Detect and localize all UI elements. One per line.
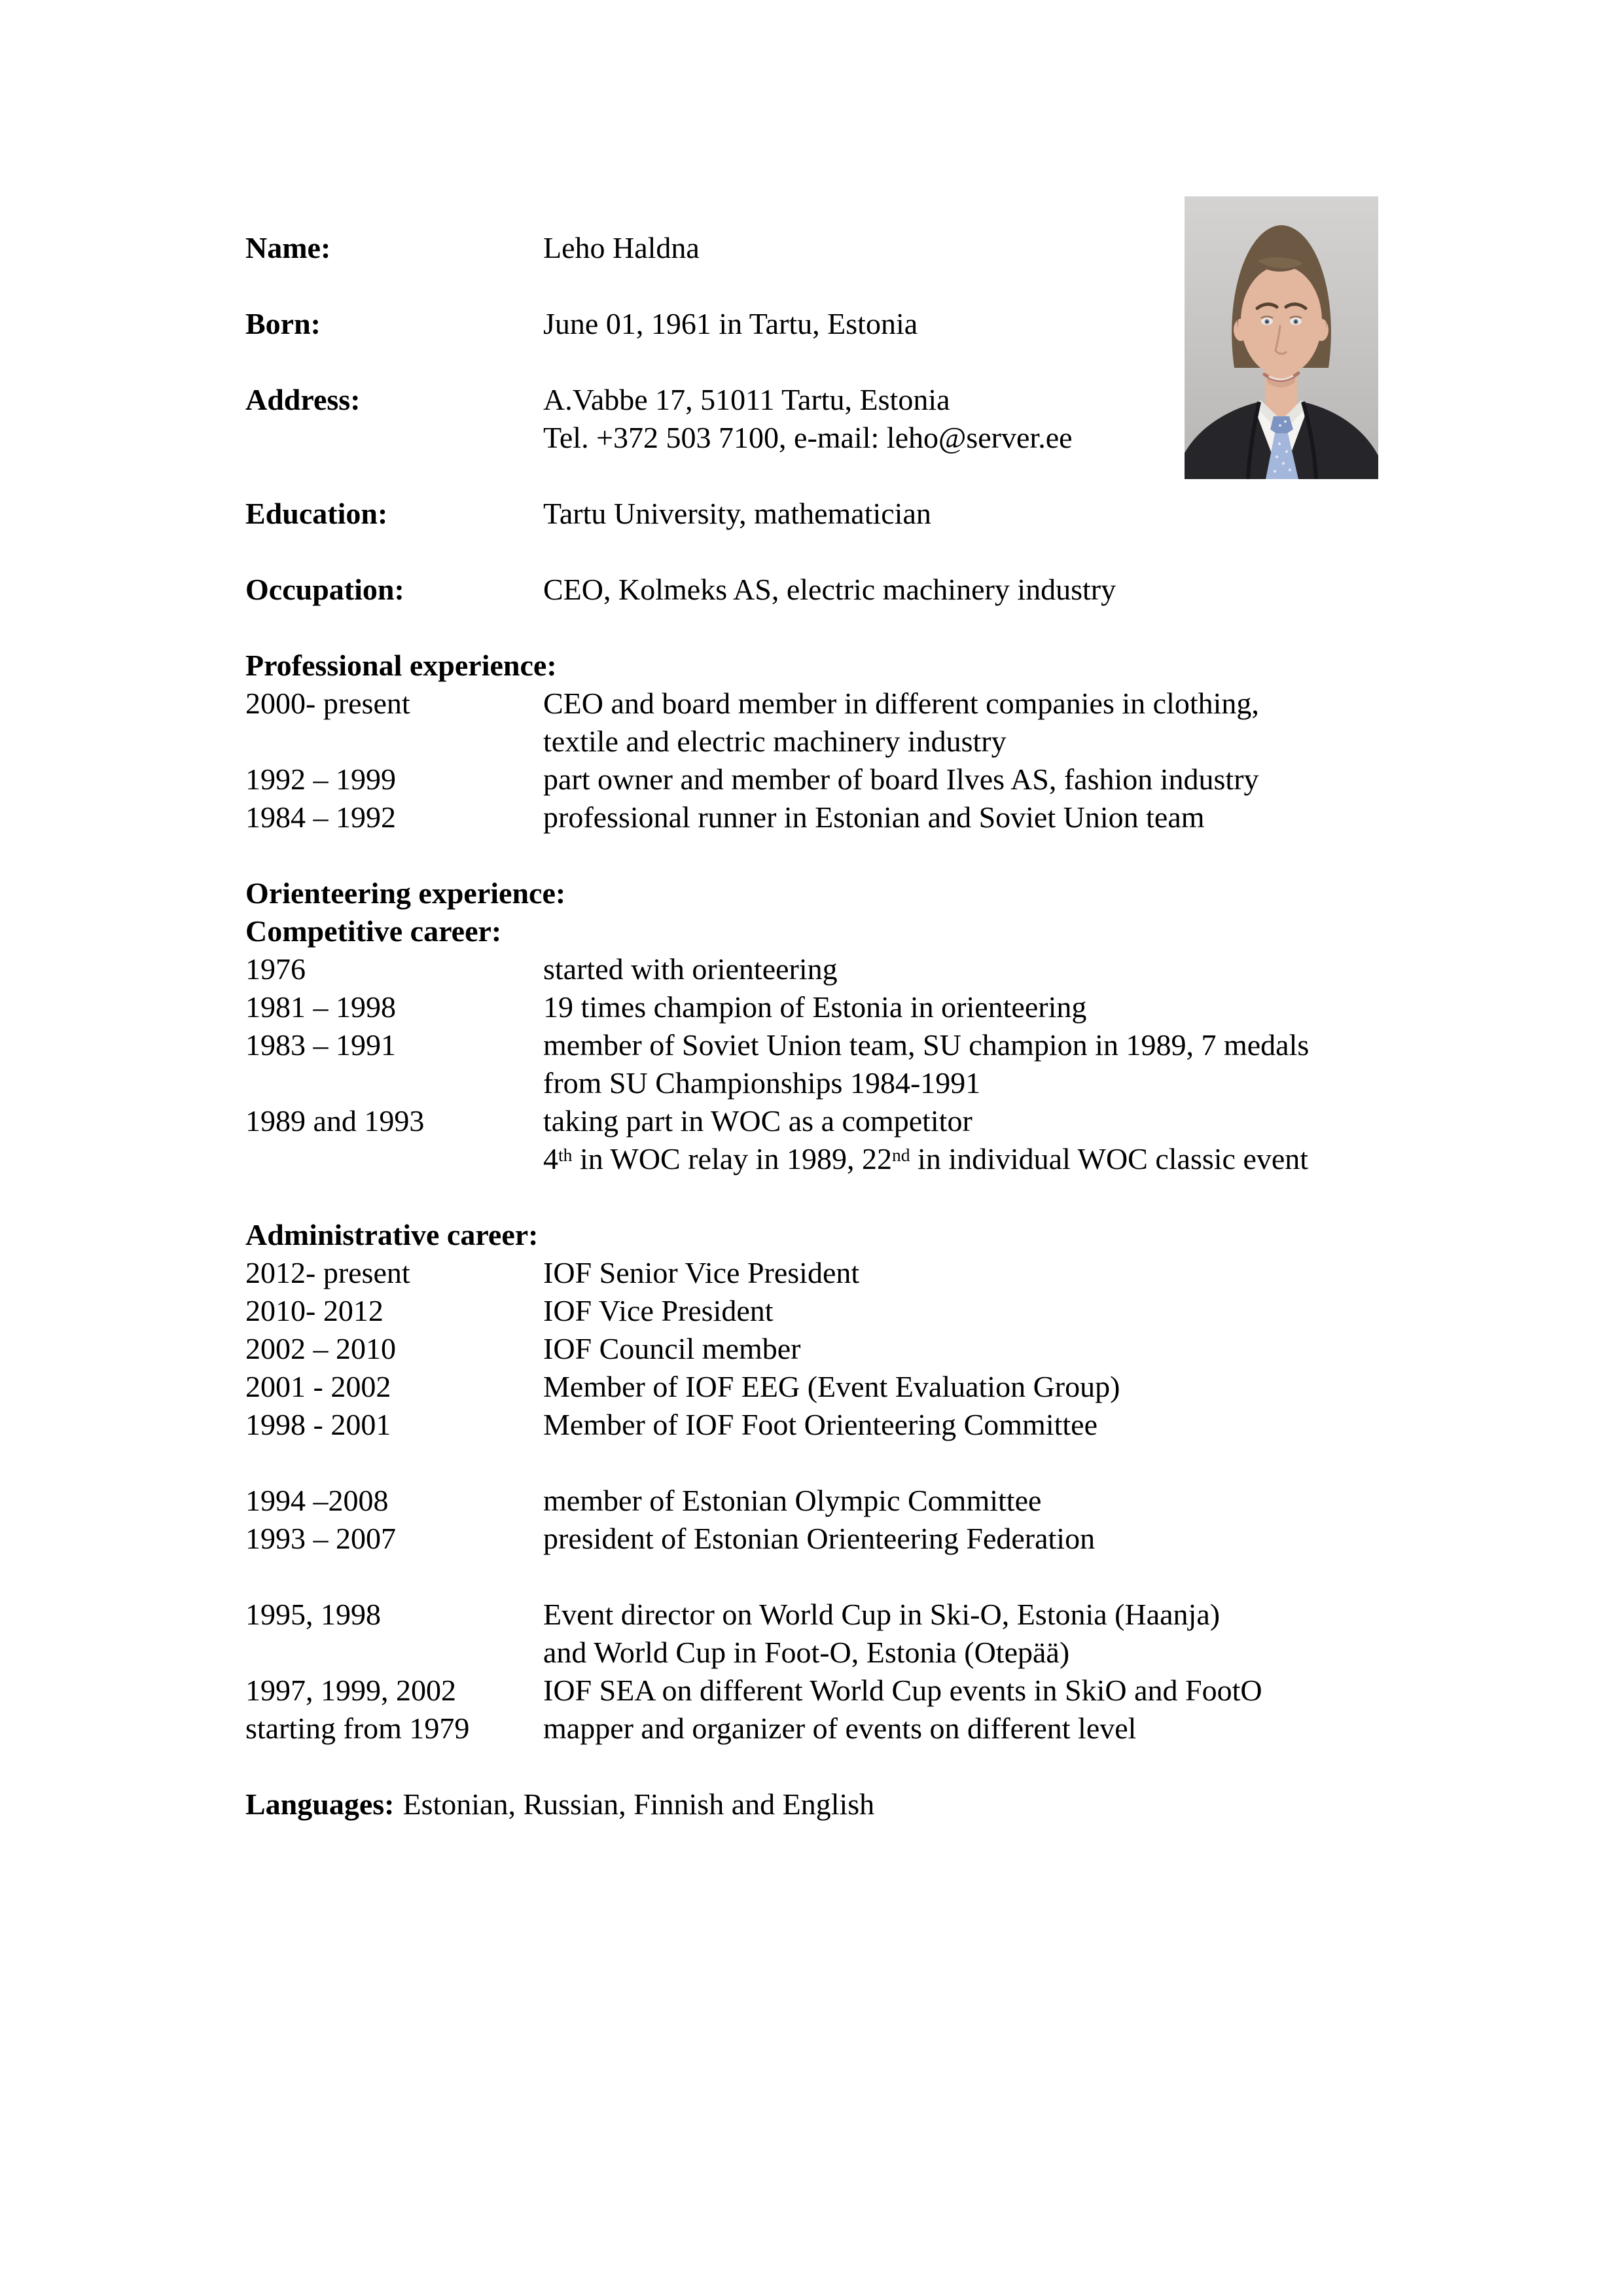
period: 1994 –2008 (245, 1484, 389, 1517)
field-label: Born: (245, 307, 321, 340)
blank-line (245, 267, 1450, 305)
blank-line (245, 1748, 1450, 1785)
description: IOF SEA on different World Cup events in SkiO and FootO (543, 1674, 1262, 1707)
experience-row (245, 1254, 1450, 1292)
description: CEO and board member in different companies in clothing, textile and electric machinery industry (543, 687, 1259, 758)
period: 1976 (245, 952, 306, 986)
woc-results-line: 4th in WOC relay in 1989, 22nd in individual WOC classic event (543, 1142, 1309, 1175)
experience-row (245, 1102, 1450, 1178)
section-heading-competitive: Competitive career: (245, 914, 502, 948)
languages-value: Estonian, Russian, Finnish and English (402, 1787, 875, 1821)
experience-row (245, 1596, 1450, 1672)
blank-line (245, 457, 1450, 495)
experience-row (245, 1292, 1450, 1330)
section-heading-administrative: Administrative career: (245, 1218, 539, 1251)
description: member of Soviet Union team, SU champion in 1989, 7 medals from SU Championships 1984-1991 (543, 1028, 1310, 1100)
info-row-born (245, 305, 1450, 343)
blank-line (245, 1558, 1450, 1596)
period: 1995, 1998 (245, 1598, 381, 1631)
blank-line (245, 1178, 1450, 1216)
field-label: Address: (245, 383, 361, 416)
description: part owner and member of board Ilves AS, fashion industry (543, 762, 1259, 796)
blank-line (245, 343, 1450, 381)
experience-row (245, 1330, 1450, 1368)
period: 2001 - 2002 (245, 1370, 391, 1403)
info-row-education (245, 495, 1450, 533)
field-value: Tartu University, mathematician (543, 497, 931, 530)
description: professional runner in Estonian and Soviet Union team (543, 800, 1205, 834)
address-contact-line: Tel. +372 503 7100, e-mail: leho@server.ee (543, 421, 1073, 454)
experience-row (245, 1482, 1450, 1520)
description: 19 times champion of Estonia in orienteering (543, 990, 1087, 1024)
description: president of Estonian Orienteering Federation (543, 1522, 1096, 1555)
period: 1992 – 1999 (245, 762, 396, 796)
experience-row (245, 1520, 1450, 1558)
field-value: CEO, Kolmeks AS, electric machinery industry (543, 573, 1116, 606)
field-label: Occupation: (245, 573, 404, 606)
section-heading-orienteering: Orienteering experience: (245, 876, 566, 910)
blank-line (245, 1444, 1450, 1482)
period: 2012- present (245, 1256, 410, 1289)
experience-row (245, 950, 1450, 988)
blank-line (245, 609, 1450, 647)
description: mapper and organizer of events on different level (543, 1712, 1137, 1745)
section-heading-professional: Professional experience: (245, 649, 557, 682)
period: starting from 1979 (245, 1712, 470, 1745)
experience-row (245, 988, 1450, 1026)
experience-row (245, 1368, 1450, 1406)
description: Event director on World Cup in Ski-O, Estonia (Haanja) and World Cup in Foot-O, Estonia (Otepää) (543, 1598, 1221, 1669)
field-label: Name: (245, 231, 331, 264)
description: IOF Council member (543, 1332, 801, 1365)
field-value: A.Vabbe 17, 51011 Tartu, Estonia Tel. +372 503 7100, e-mail: leho@server.ee (543, 381, 1073, 457)
experience-row (245, 1710, 1450, 1748)
blank-line (245, 533, 1450, 571)
description: Member of IOF Foot Orienteering Committee (543, 1408, 1098, 1441)
period: 1998 - 2001 (245, 1408, 391, 1441)
period: 1983 – 1991 (245, 1028, 396, 1062)
info-row-address (245, 381, 1450, 457)
experience-row (245, 1026, 1450, 1102)
field-value: Leho Haldna (543, 231, 700, 264)
languages-label: Languages: (245, 1787, 395, 1821)
experience-row (245, 798, 1450, 836)
description: taking part in WOC as a competitor 4th in WOC relay in 1989, 22nd in individual WOC classic event (543, 1102, 1308, 1178)
period: 1997, 1999, 2002 (245, 1674, 456, 1707)
period: 1989 and 1993 (245, 1104, 425, 1138)
period: 1981 – 1998 (245, 990, 396, 1024)
info-row-name (245, 229, 1450, 267)
description: IOF Senior Vice President (543, 1256, 860, 1289)
field-value: June 01, 1961 in Tartu, Estonia (543, 307, 918, 340)
description: started with orienteering (543, 952, 838, 986)
period: 2010- 2012 (245, 1294, 383, 1327)
period: 1993 – 2007 (245, 1522, 396, 1555)
period: 1984 – 1992 (245, 800, 396, 834)
languages-row (245, 1785, 1450, 1823)
experience-row (245, 761, 1450, 798)
period: 2002 – 2010 (245, 1332, 396, 1365)
period: 2000- present (245, 687, 410, 720)
description: member of Estonian Olympic Committee (543, 1484, 1042, 1517)
cv-content (245, 229, 1450, 1823)
description: IOF Vice President (543, 1294, 774, 1327)
experience-row (245, 1406, 1450, 1444)
field-label: Education: (245, 497, 388, 530)
info-row-occupation (245, 571, 1450, 609)
blank-line (245, 836, 1450, 874)
experience-row (245, 1672, 1450, 1710)
description: Member of IOF EEG (Event Evaluation Group) (543, 1370, 1120, 1403)
experience-row (245, 685, 1450, 761)
